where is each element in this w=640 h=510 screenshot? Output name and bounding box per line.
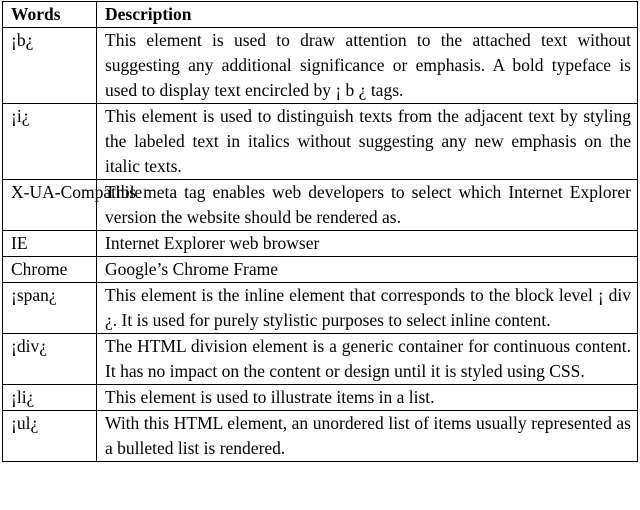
table-row xyxy=(3,180,638,231)
table-header-row xyxy=(3,2,638,28)
word-cell: Chrome xyxy=(3,257,97,283)
description-cell: This element is used to illustrate items in a list. xyxy=(97,385,638,411)
description-cell: The HTML division element is a generic container for continuous content. It has no impact on the content or design until it is styled using CSS. xyxy=(97,334,638,385)
description-cell: This meta tag enables web developers to select which Internet Explorer version the website should be rendered as. xyxy=(97,180,638,231)
glossary-table xyxy=(2,1,638,462)
table-row xyxy=(3,283,638,334)
description-cell: With this HTML element, an unordered list of items usually represented as a bulleted list is rendered. xyxy=(97,411,638,462)
word-cell: ¡i¿ xyxy=(3,104,97,180)
table-row xyxy=(3,104,638,180)
description-cell: This element is used to distinguish texts from the adjacent text by styling the labeled text in italics without suggesting any new emphasis on the italic texts. xyxy=(97,104,638,180)
word-cell: ¡li¿ xyxy=(3,385,97,411)
description-cell: This element is the inline element that corresponds to the block level ¡ div ¿. It is used for purely stylistic purposes to select inline content. xyxy=(97,283,638,334)
word-cell: IE xyxy=(3,231,97,257)
table-row xyxy=(3,257,638,283)
column-header-words: Words xyxy=(3,2,97,28)
word-cell: ¡b¿ xyxy=(3,28,97,104)
table-row xyxy=(3,28,638,104)
description-cell: This element is used to draw attention to the attached text without suggesting any additional significance or emphasis. A bold typeface is used to display text encircled by ¡ b ¿ tags. xyxy=(97,28,638,104)
table-row xyxy=(3,231,638,257)
description-cell: Google’s Chrome Frame xyxy=(97,257,638,283)
table-row xyxy=(3,385,638,411)
table-row xyxy=(3,411,638,462)
description-cell: Internet Explorer web browser xyxy=(97,231,638,257)
word-cell: ¡div¿ xyxy=(3,334,97,385)
word-cell: ¡span¿ xyxy=(3,283,97,334)
column-header-description: Description xyxy=(97,2,638,28)
word-cell: ¡ul¿ xyxy=(3,411,97,462)
table-row xyxy=(3,334,638,385)
word-cell: X-UA-Compatible xyxy=(3,180,97,231)
